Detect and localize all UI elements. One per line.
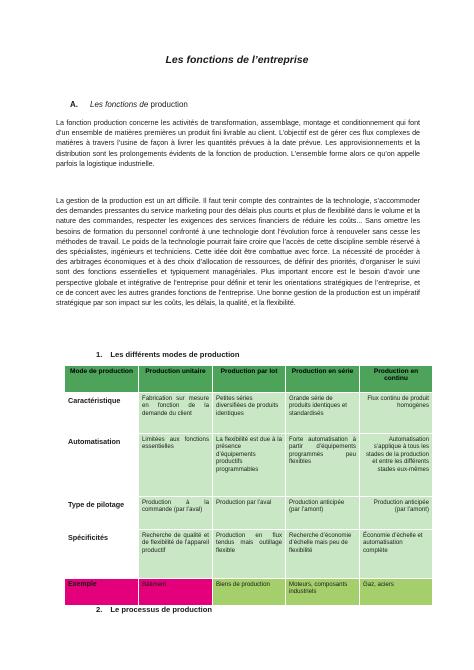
table-row — [65, 530, 433, 579]
row-label: Type de pilotage — [65, 497, 139, 530]
table-header-cell: Production par lot — [213, 366, 286, 393]
table-row — [65, 393, 433, 434]
table-cell: Production en flux tendus mais outillage flexible — [213, 530, 286, 579]
table-cell: Grande série de produits identiques et standardisés — [286, 393, 360, 434]
table-cell: La flexibilité est due à la présence d’équipements productifs programmables — [213, 434, 286, 497]
table-header-cell: Mode de production — [65, 366, 139, 393]
table-header-cell: Production en série — [286, 366, 360, 393]
table-header-cell: Production en continu — [360, 366, 433, 393]
row-label: Automatisation — [65, 434, 139, 497]
section-a-heading — [70, 100, 188, 109]
table-cell: Production anticipée (par l’amont) — [286, 497, 360, 530]
section-a-italic: Les fonctions de — [90, 100, 149, 109]
heading-2-text: Le processus de production — [110, 605, 213, 614]
table-header-cell: Production unitaire — [139, 366, 213, 393]
heading-2-number: 2. — [96, 605, 103, 614]
row-label: Exemple — [65, 579, 139, 606]
table-cell: Recherche de qualité et de flexibilité de l’appareil productif — [139, 530, 213, 579]
table-cell: Forte automatisation à partir d’équipements programmés peu flexibles — [286, 434, 360, 497]
table-cell: Production à la commande (par l’aval) — [139, 497, 213, 530]
table-cell: Petites séries diversifiées de produits identiques — [213, 393, 286, 434]
page-title: Les fonctions de l’entreprise — [165, 54, 309, 66]
row-label: Caractéristique — [65, 393, 139, 434]
table-cell: Recherche d’économie d’échelle mais peu de flexibilité — [286, 530, 360, 579]
table-header-row — [65, 366, 433, 393]
table-cell: Moteurs, composants industriels — [286, 579, 360, 606]
heading-1-text: Les différents modes de production — [110, 350, 240, 359]
table-cell: Production par l’aval — [213, 497, 286, 530]
heading-processus-production — [96, 605, 212, 614]
table-cell: Flux continu de produit homogènes — [360, 393, 433, 434]
table-cell: Limitées aux fonctions essentielles — [139, 434, 213, 497]
table-cell: Automatisation s’applique à tous les stades de la production et entre les différents stades eux-mêmes — [360, 434, 433, 497]
paragraph-1: La fonction production concerne les activités de transformation, assemblage, montage et conditionnement qui font d’un ensemble de matières premières un produit fini livrable au client. L’objectif est de gérer ces flux complexes de matières à travers l’usine de façon à livrer les quantités prévues à la date prévue. Les approvisionnements et la distribution sont les prolongements évidents de la fonction de production. L’ensemble forme alors ce qu’on appelle parfois la logistique industrielle. — [56, 119, 420, 168]
production-modes-table — [64, 365, 433, 606]
table-cell: Bâtiment — [139, 579, 213, 606]
section-a-rest: production — [148, 100, 188, 109]
table-cell: Gaz, aciers — [360, 579, 433, 606]
heading-modes-production — [96, 350, 239, 359]
table-row — [65, 434, 433, 497]
table-row — [65, 579, 433, 606]
section-a-letter: A. — [70, 100, 78, 109]
table-cell: Production anticipée (par l’amont) — [360, 497, 433, 530]
table-cell: Fabrication sur mesure en fonction de la demande du client — [139, 393, 213, 434]
row-label: Spécificités — [65, 530, 139, 579]
table-row — [65, 497, 433, 530]
table-cell: Économie d’échelle et automatisation complète — [360, 530, 433, 579]
heading-1-number: 1. — [96, 350, 103, 359]
table-cell: Biens de production — [213, 579, 286, 606]
paragraph-2: La gestion de la production est un art difficile. Il faut tenir compte des contraintes de la technologie, s’accommoder des demandes pressantes du service marketing pour des délais plus courts et plus de flexibilité dans le volume et la nature des commandes, respecter les exigences des services financiers de réduire les coûts... Sans omettre les besoins de formation du personnel confronté à une technologie dont l’évolution force à renouveler sans cesse les méthodes de travail. Le poids de la technologie pourrait faire croire que l’accès de cette discipline semble réservé à des spécialistes, ingénieurs et techniciens. Cette idée doit être combattue avec force. La nécessité de procéder à des arbitrages économiques et à des choix d’allocation de ressources, de définir des priorités, d’organiser le suivi sont des fonctions essentielles et typiquement managériales. Plus important encore est le besoin d’avoir une perspective globale et intégrative de l’entreprise pour définir et tenir les orientations stratégiques de l’entreprise, et ce de concert avec les autres grandes fonctions de l’entreprise. Une bonne gestion de la production est un impératif stratégique par son impact sur les coûts, les délais, la qualité, et la flexibilité. — [56, 197, 420, 308]
